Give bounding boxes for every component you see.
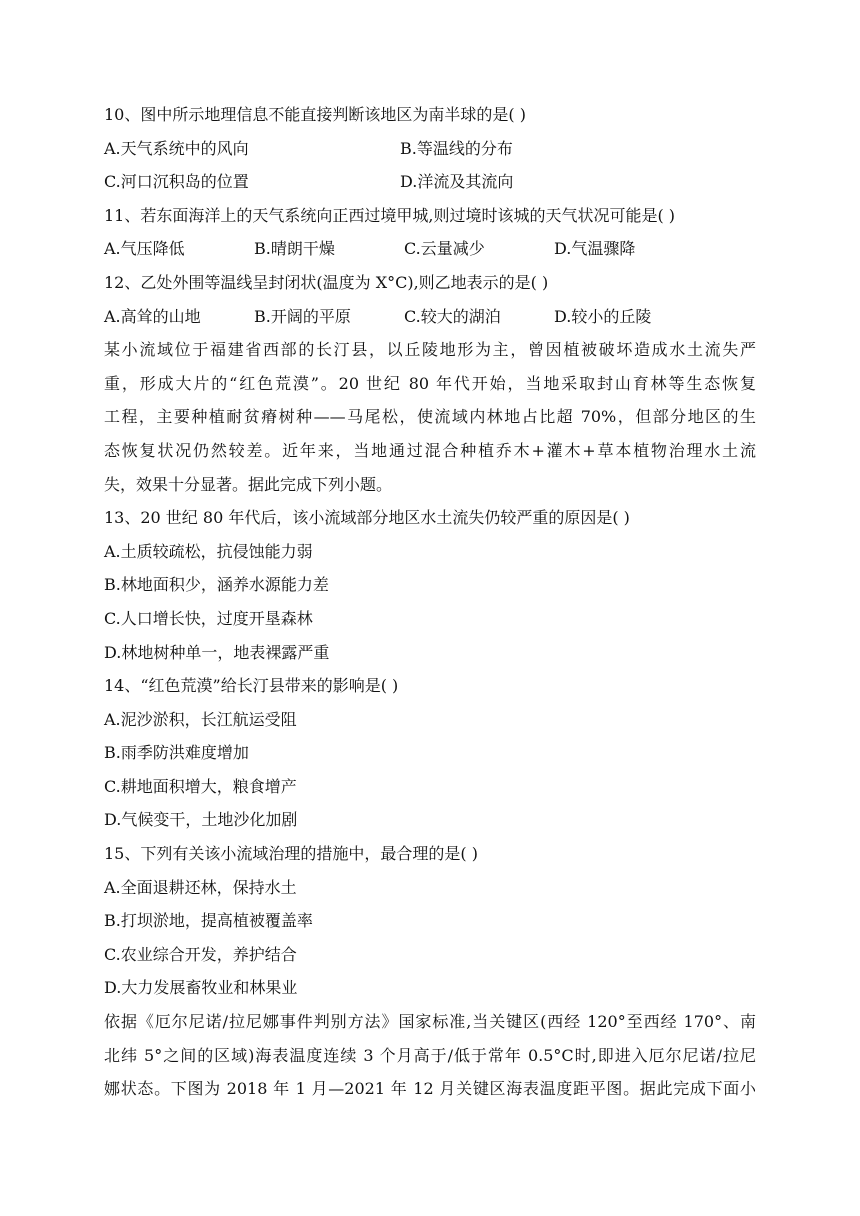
question-11-option-a: A.气压降低: [104, 239, 185, 259]
passage-line: 娜状态。下图为 2018 年 1 月—2021 年 12 月关键区海表温度距平图。据此完成下面小: [104, 1079, 756, 1099]
question-10-stem: 10、图中所示地理信息不能直接判断该地区为南半球的是( ): [104, 105, 526, 124]
passage-changting: [104, 333, 860, 501]
question-14-option-a: A.泥沙淤积，长江航运受阻: [104, 709, 297, 729]
question-10-option-c: C.河口沉积岛的位置: [104, 172, 249, 192]
passage-line: 重，形成大片的“红色荒漠”。20 世纪 80 年代开始，当地采取封山育林等生态恢复: [104, 373, 756, 393]
question-15-option-a: A.全面退耕还林，保持水土: [104, 877, 297, 897]
question-12-option-a: A.高耸的山地: [104, 306, 201, 326]
question-10-options-row-2: [104, 165, 860, 199]
question-10-option-b: B.等温线的分布: [400, 138, 513, 158]
question-15-option-d: D.大力发展畜牧业和林果业: [104, 978, 298, 998]
question-10-option-d: D.洋流及其流向: [400, 172, 514, 192]
question-13-option-a: A.土质较疏松，抗侵蚀能力弱: [104, 541, 313, 561]
question-13-stem: 13、20 世纪 80 年代后，该小流域部分地区水土流失仍较严重的原因是( ): [104, 508, 630, 528]
question-15-option-c: C.农业综合开发，养护结合: [104, 944, 297, 964]
question-13-option-c: C.人口增长快，过度开垦森林: [104, 608, 313, 628]
question-12-stem: 12、乙处外围等温线呈封闭状(温度为 X°C),则乙地表示的是( ): [104, 272, 549, 292]
passage-line: 态恢复状况仍然较差。近年来，当地通过混合种植乔木+灌木+草本植物治理水土流: [104, 440, 756, 460]
question-14-option-c: C.耕地面积增大，粮食增产: [104, 776, 297, 796]
passage-line: 依据《厄尔尼诺/拉尼娜事件判别方法》国家标准,当关键区(西经 120°至西经 170°、南: [104, 1012, 756, 1032]
question-14-stem: 14、“红色荒漠”给长汀县带来的影响是( ): [104, 676, 399, 696]
question-11-options: [104, 232, 860, 266]
question-12-options: [104, 300, 860, 334]
question-12-option-c: C.较大的湖泊: [404, 306, 501, 326]
question-14-option-d: D.气候变干，土地沙化加剧: [104, 810, 298, 830]
question-15-option-b: B.打坝淤地，提高植被覆盖率: [104, 911, 313, 931]
passage-line: 某小流域位于福建省西部的长汀县，以丘陵地形为主，曾因植被破坏造成水土流失严: [104, 340, 756, 360]
question-12-option-d: D.较小的丘陵: [554, 306, 652, 326]
question-10-option-a: A.天气系统中的风向: [104, 138, 249, 158]
question-14-option-b: B.雨季防洪难度增加: [104, 743, 249, 763]
question-11-stem: 11、若东面海洋上的天气系统向正西过境甲城,则过境时该城的天气状况可能是( ): [104, 205, 676, 225]
passage-line: 北纬 5°之间的区域)海表温度连续 3 个月高于/低于常年 0.5°C时,即进入厄尔尼诺/拉尼: [104, 1045, 756, 1065]
passage-enso: [104, 1005, 860, 1106]
question-13-option-d: D.林地树种单一，地表裸露严重: [104, 642, 330, 662]
question-15-stem: 15、下列有关该小流域治理的措施中，最合理的是( ): [104, 844, 478, 864]
question-10-options-row-1: [104, 132, 860, 166]
question-11-option-c: C.云量减少: [404, 239, 485, 259]
passage-line: 失，效果十分显著。据此完成下列小题。: [104, 474, 393, 494]
question-11-option-d: D.气温骤降: [554, 239, 636, 259]
question-13-option-b: B.林地面积少，涵养水源能力差: [104, 575, 329, 595]
question-12-option-b: B.开阔的平原: [254, 306, 351, 326]
passage-line: 工程，主要种植耐贫瘠树种——马尾松，使流域内林地占比超 70%，但部分地区的生: [104, 407, 756, 427]
question-11-option-b: B.晴朗干燥: [254, 239, 335, 259]
